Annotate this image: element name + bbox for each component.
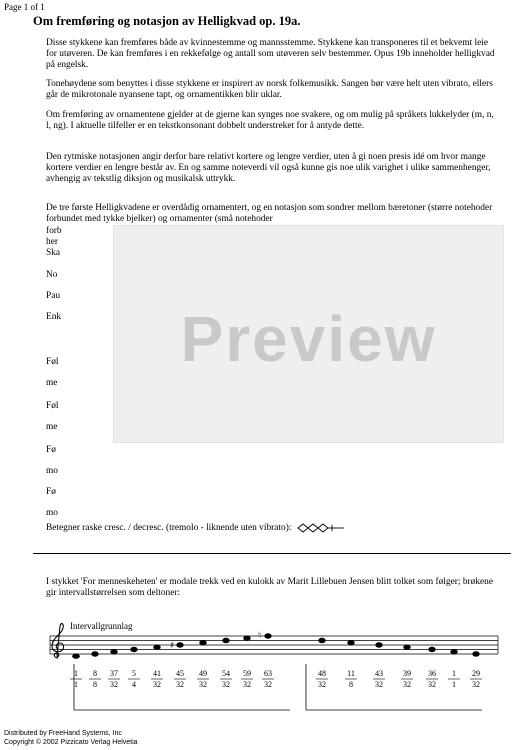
footer-copyright: Copyright © 2002 Pizzicato Verlag Helvetia (4, 739, 138, 746)
note-head (265, 634, 271, 638)
page-label: Page 1 of 1 (4, 2, 45, 12)
fraction-denominator: 32 (472, 680, 480, 689)
paragraph-ornaments: Om fremføring av ornamentene gjelder at de gjerne kan synges noe svakere, og om mulig på språkets lukkelyder (m, n, l, ng). I aktuelle tilfeller er en tekstkonsonant dobbelt understreket for å antyde dette. (46, 110, 494, 132)
section-divider (33, 553, 511, 554)
fraction-numerator: 43 (375, 669, 383, 678)
note-head (223, 638, 229, 642)
note-head (348, 641, 354, 645)
cresc-text: Betegner raske cresc. / decresc. (tremolo - liknende uten vibrato): (46, 523, 292, 534)
text-fragment: forb (46, 226, 62, 236)
fraction-denominator: 32 (403, 680, 411, 689)
paragraph-notation: De tre første Helligkvadene er overdådig ornamentert, og en notasjon som sondrer mellom bæretoner (større notehoder forbundet med tykke bjelker) og ornamenter (små notehoder (46, 203, 493, 225)
footer-distributor: Distributed by FreeHand Systems, Inc (4, 730, 122, 737)
fraction-denominator: 32 (199, 680, 207, 689)
fraction-numerator: 54 (222, 669, 230, 678)
fraction-numerator: 1 (452, 669, 456, 678)
note-head (111, 650, 117, 654)
sharp-icon: ♯ (170, 641, 175, 651)
text-fragment: Enk (46, 312, 62, 322)
text-fragment: Føl (46, 401, 59, 411)
paragraph-pitch: Tonehøydene som benyttes i disse stykkene er inspirert av norsk folkemusikk. Sangen bør være helt uten vibrato, ellers går de mikrotonale nyansene tapt, og ornamentikken blir uklar. (46, 79, 493, 101)
text-fragment: me (46, 378, 58, 388)
natural-icon: ♮ (258, 631, 262, 641)
fraction-numerator: 36 (428, 669, 436, 678)
note-head (429, 647, 435, 651)
tremolo-diamond-icon (297, 523, 345, 533)
text-fragment: Fø (46, 445, 56, 455)
paragraph-rhythm: Den rytmiske notasjonen angir derfor bare relativt kortere og lengre verdier, uten å gi noen presis idé om hvor mange kortere verdier en lengre består av. En og samme noteverdi vil også kunne gis noe ulik varighet i ulike sammenhenger, avhengig av tekstlig diksjon og musikalsk uttrykk. (46, 152, 491, 185)
fraction-denominator: 32 (428, 680, 436, 689)
notes-bottom (319, 638, 479, 656)
fraction-numerator: 39 (403, 669, 411, 678)
note-head (92, 652, 98, 656)
text-fragment: her (46, 237, 58, 247)
document-title: Om fremføring og notasjon av Helligkvad op. 19a. (33, 14, 301, 28)
text-fragment: Ska (46, 248, 61, 258)
text-fragment: Føl (46, 357, 59, 367)
fraction-numerator: 1 (74, 669, 78, 678)
music-label: Intervallgrunnlag (70, 621, 133, 631)
text-fragment: No (46, 270, 58, 280)
fraction-denominator: 1 (452, 680, 456, 689)
note-head (244, 636, 250, 640)
note-head (376, 643, 382, 647)
fraction-denominator: 32 (243, 680, 251, 689)
text-fragment: mo (46, 508, 58, 518)
fraction-numerator: 29 (472, 669, 480, 678)
music-notation (36, 618, 504, 718)
note-head (404, 645, 410, 649)
fraction-denominator: 32 (153, 680, 161, 689)
fraction-denominator: 32 (176, 680, 184, 689)
text-fragment: me (46, 422, 58, 432)
fraction-denominator: 8 (349, 680, 353, 689)
fraction-denominator: 1 (74, 680, 78, 689)
fraction-numerator: 48 (318, 669, 326, 678)
text-fragment: mo (46, 466, 58, 476)
text-fragment: Fø (46, 487, 56, 497)
fraction-numerator: 5 (132, 669, 136, 678)
note-head (319, 638, 325, 642)
fraction-numerator: 41 (153, 669, 161, 678)
note-head (451, 650, 457, 654)
paragraph-interval: I stykket 'For menneskeheten' er modale trekk ved en kulokk av Marit Lillebuen Jensen blitt tolket som følger; brøkene gir intervallstørrelsen som deltoner: (46, 577, 494, 599)
fraction-denominator: 4 (132, 680, 136, 689)
note-head (200, 641, 206, 645)
fraction-denominator: 32 (264, 680, 272, 689)
fraction-denominator: 32 (222, 680, 230, 689)
fraction-denominator: 32 (110, 680, 118, 689)
note-head (473, 652, 479, 656)
fractions (70, 669, 482, 689)
fraction-denominator: 32 (318, 680, 326, 689)
cresc-legend (46, 523, 345, 533)
preview-watermark-text: Preview (180, 303, 437, 375)
fraction-numerator: 59 (243, 669, 251, 678)
preview-watermark (113, 225, 504, 443)
fraction-numerator: 63 (264, 669, 272, 678)
fraction-denominator: 8 (93, 680, 97, 689)
paragraph-performance: Disse stykkene kan fremføres både av kvinnestemme og mannsstemme. Stykkene kan transponeres til et bekvemt leie for utøveren. De kan fremføres i en rekkefølge og antall som utøveren selv bestemmer. Opus 19b inneholder helligkvad på engelsk. (46, 38, 495, 71)
note-head (131, 647, 137, 651)
fraction-denominator: 32 (375, 680, 383, 689)
fraction-numerator: 49 (199, 669, 207, 678)
fraction-numerator: 11 (347, 669, 355, 678)
fraction-numerator: 45 (176, 669, 184, 678)
text-fragment: Pau (46, 291, 61, 301)
fraction-numerator: 37 (110, 669, 118, 678)
fraction-numerator: 8 (93, 669, 97, 678)
note-head (154, 645, 160, 649)
note-head (177, 643, 183, 647)
